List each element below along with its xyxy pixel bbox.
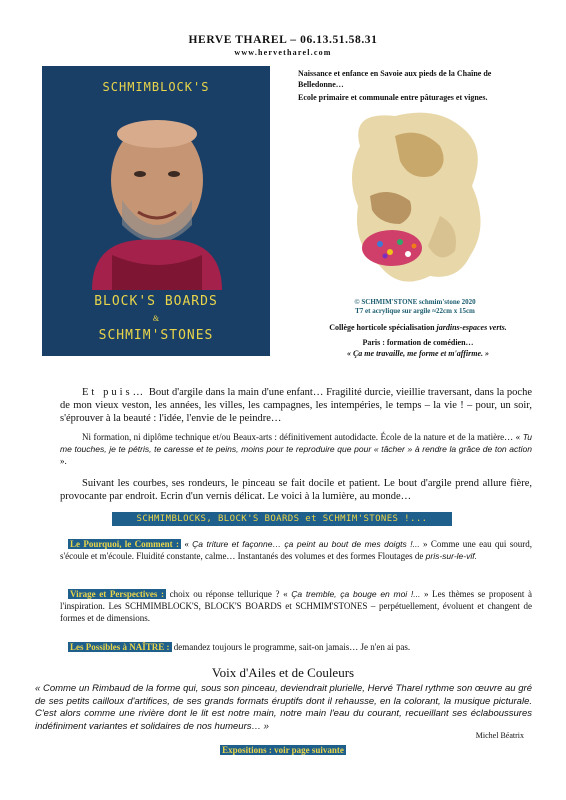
paragraph-possibles: Les Possibles à NAÎTRE : demandez toujours le programme, sait-on jamais… Je n'en ai pas. <box>70 642 411 652</box>
expositions-link-wrap <box>0 745 566 755</box>
portrait-photo <box>52 100 262 290</box>
works-banner: SCHMIMBLOCKS, BLOCK'S BOARDS et SCHMIM'STONES !... <box>112 512 452 526</box>
sculpture-caption-detail: T7 et acrylique sur argile ≈22cm x 15cm <box>355 307 475 315</box>
paragraph-et-puis: Et puis… Bout d'argile dans la main d'une enfant… Fragilité durcie, vieillie traversant, dans la poche de mon vieux veston, les années, les villes, les campagnes, les intempéries, le temps – la vie ! – pour, un soir, s'éprouver à la beauté : l'idée, l'envie de le peindre… <box>60 387 532 424</box>
label-possibles: Les Possibles à NAÎTRE : <box>70 642 170 652</box>
birth-text: Naissance et enfance en Savoie aux pieds de la Chaîne de Belledonne… <box>298 69 492 89</box>
paragraph-virage: Virage et Perspectives : choix ou réponse tellurique ? « Ça tremble, ça bouge en moi !... » Les thèmes se proposent à l'inspiration. Les SCHMIMBLOCK'S, BLOCK'S BOARDS et SCHMIM'STONES – perpétuellement, évoluent et changent de formes et de dimensions. <box>60 589 533 623</box>
poster-image <box>42 66 270 356</box>
poster-stones-label: SCHMIM'STONES <box>98 328 214 343</box>
critic-quote: « Comme un Rimbaud de la forme qui, sous son pinceau, deviendrait plurielle, Hervé Tharel rythme son œuvre au gré de ses petits cailloux d'artifices, de ses grands formats éruptifs dont il rehausse, en la colorant, la musique picturale. C'est alors comme une rivière dont le lit est notre main, notre main l'eau du courant, recueillant ses éclaboussures indéfiniment variantes et solidaires de nos humeurs… » <box>35 683 532 732</box>
quote-signature: Michel Béatrix <box>475 731 524 740</box>
poster-title: SCHMIMBLOCK'S <box>102 80 210 94</box>
label-virage: Virage et Perspectives : <box>70 589 164 599</box>
expositions-link[interactable]: Expositions : voir page suivante <box>222 745 344 755</box>
paris-quote: « Ça me travaille, me forme et m'affirme. » <box>346 349 490 358</box>
artist-name-phone: HERVE THAREL – 06.13.51.58.31 <box>188 34 378 46</box>
college-text: Collège horticole spécialisation jardins-espaces verts. <box>329 323 507 332</box>
school-text: Ecole primaire et communale entre pâturages et vignes. <box>298 93 488 102</box>
paragraph-pourquoi: Le Pourquoi, le Comment : « Ça triture et façonne… ça peint au bout de mes doigts !... » Comme une eau qui sourd, s'écoule et m'écoule. Fluidité constante, calme… Instantanés des volumes et des formes Floutages de pris-sur-le-vif. <box>60 539 533 561</box>
website-url[interactable]: www.hervetharel.com <box>234 48 332 57</box>
sculpture-caption-title: © SCHMIM'STONE schmim'stone 2020 <box>354 298 476 306</box>
sculpture-image <box>340 106 490 296</box>
section-title-voix: Voix d'Ailes et de Couleurs <box>211 665 355 680</box>
paragraph-courbes: Suivant les courbes, ses rondeurs, le pinceau se fait docile et patient. Le bout d'argile prend allure fière, provocante par endroit. Ecrin d'un vernis délicat. Le voici à la lumière, au monde… <box>60 478 532 502</box>
poster-ampersand: & <box>152 314 160 323</box>
paragraph-formation: Ni formation, ni diplôme technique et/ou Beaux-arts : définitivement autodidacte. École de la nature et de la matière… « Tu me touches, je te pétris, te caresse et te peins, moins pour te reproduire que pour « tâcher » à rendre la grâce de ton action ». <box>60 432 532 466</box>
label-pourquoi: Le Pourquoi, le Comment : <box>70 539 179 549</box>
poster-boards-label: BLOCK'S BOARDS <box>94 294 218 309</box>
paris-text: Paris : formation de comédien… <box>362 338 474 347</box>
